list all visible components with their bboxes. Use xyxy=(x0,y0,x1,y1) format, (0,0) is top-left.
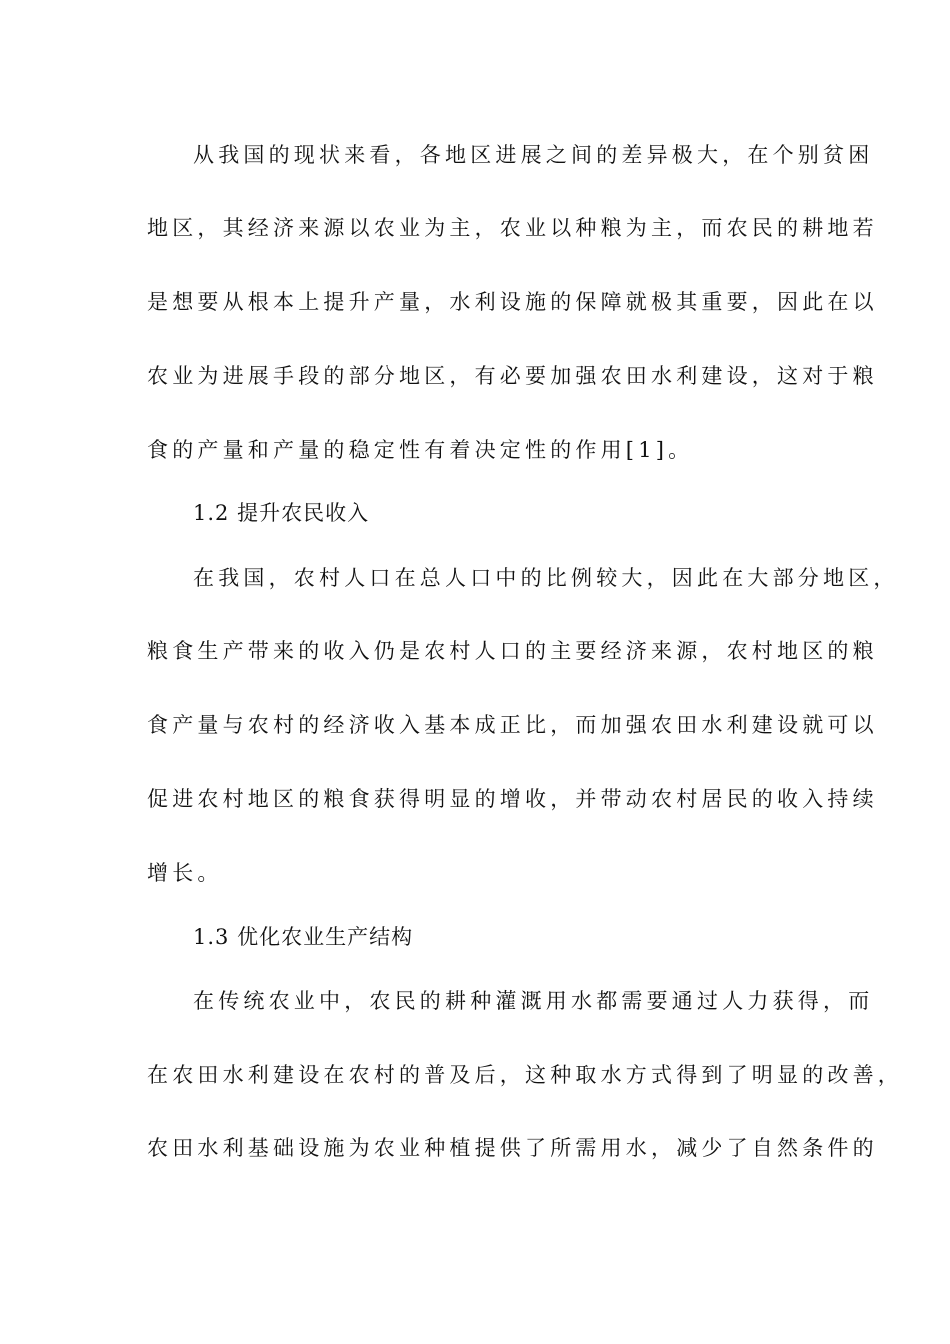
paragraph-3-line-1: 在传统农业中，农民的耕种灌溉用水都需要通过人力获得，而 xyxy=(193,989,874,1013)
paragraph-1-line-1: 从我国的现状来看，各地区进展之间的差异极大，在个别贫困 xyxy=(193,143,874,167)
section-heading-1-3: 1.3 优化农业生产结构 xyxy=(193,925,414,949)
paragraph-1-line-2: 地区，其经济来源以农业为主，农业以种粮为主，而农民的耕地若 xyxy=(147,216,878,240)
paragraph-2-line-3: 食产量与农村的经济收入基本成正比，而加强农田水利建设就可以 xyxy=(147,713,878,737)
paragraph-1-line-4: 农业为进展手段的部分地区，有必要加强农田水利建设，这对于粮 xyxy=(147,364,878,388)
paragraph-2-line-1: 在我国，农村人口在总人口中的比例较大，因此在大部分地区， xyxy=(193,566,899,590)
paragraph-1-line-3: 是想要从根本上提升产量，水利设施的保障就极其重要，因此在以 xyxy=(147,290,878,314)
paragraph-2-line-2: 粮食生产带来的收入仍是农村人口的主要经济来源，农村地区的粮 xyxy=(147,639,878,663)
paragraph-3-line-3: 农田水利基础设施为农业种植提供了所需用水，减少了自然条件的 xyxy=(147,1136,878,1160)
paragraph-3-line-2: 在农田水利建设在农村的普及后，这种取水方式得到了明显的改善， xyxy=(147,1063,903,1087)
paragraph-1-line-5: 食的产量和产量的稳定性有着决定性的作用[1]。 xyxy=(147,438,694,462)
paragraph-2-line-5: 增长。 xyxy=(147,861,223,885)
paragraph-2-line-4: 促进农村地区的粮食获得明显的增收，并带动农村居民的收入持续 xyxy=(147,787,878,811)
section-heading-1-2: 1.2 提升农民收入 xyxy=(193,501,370,525)
